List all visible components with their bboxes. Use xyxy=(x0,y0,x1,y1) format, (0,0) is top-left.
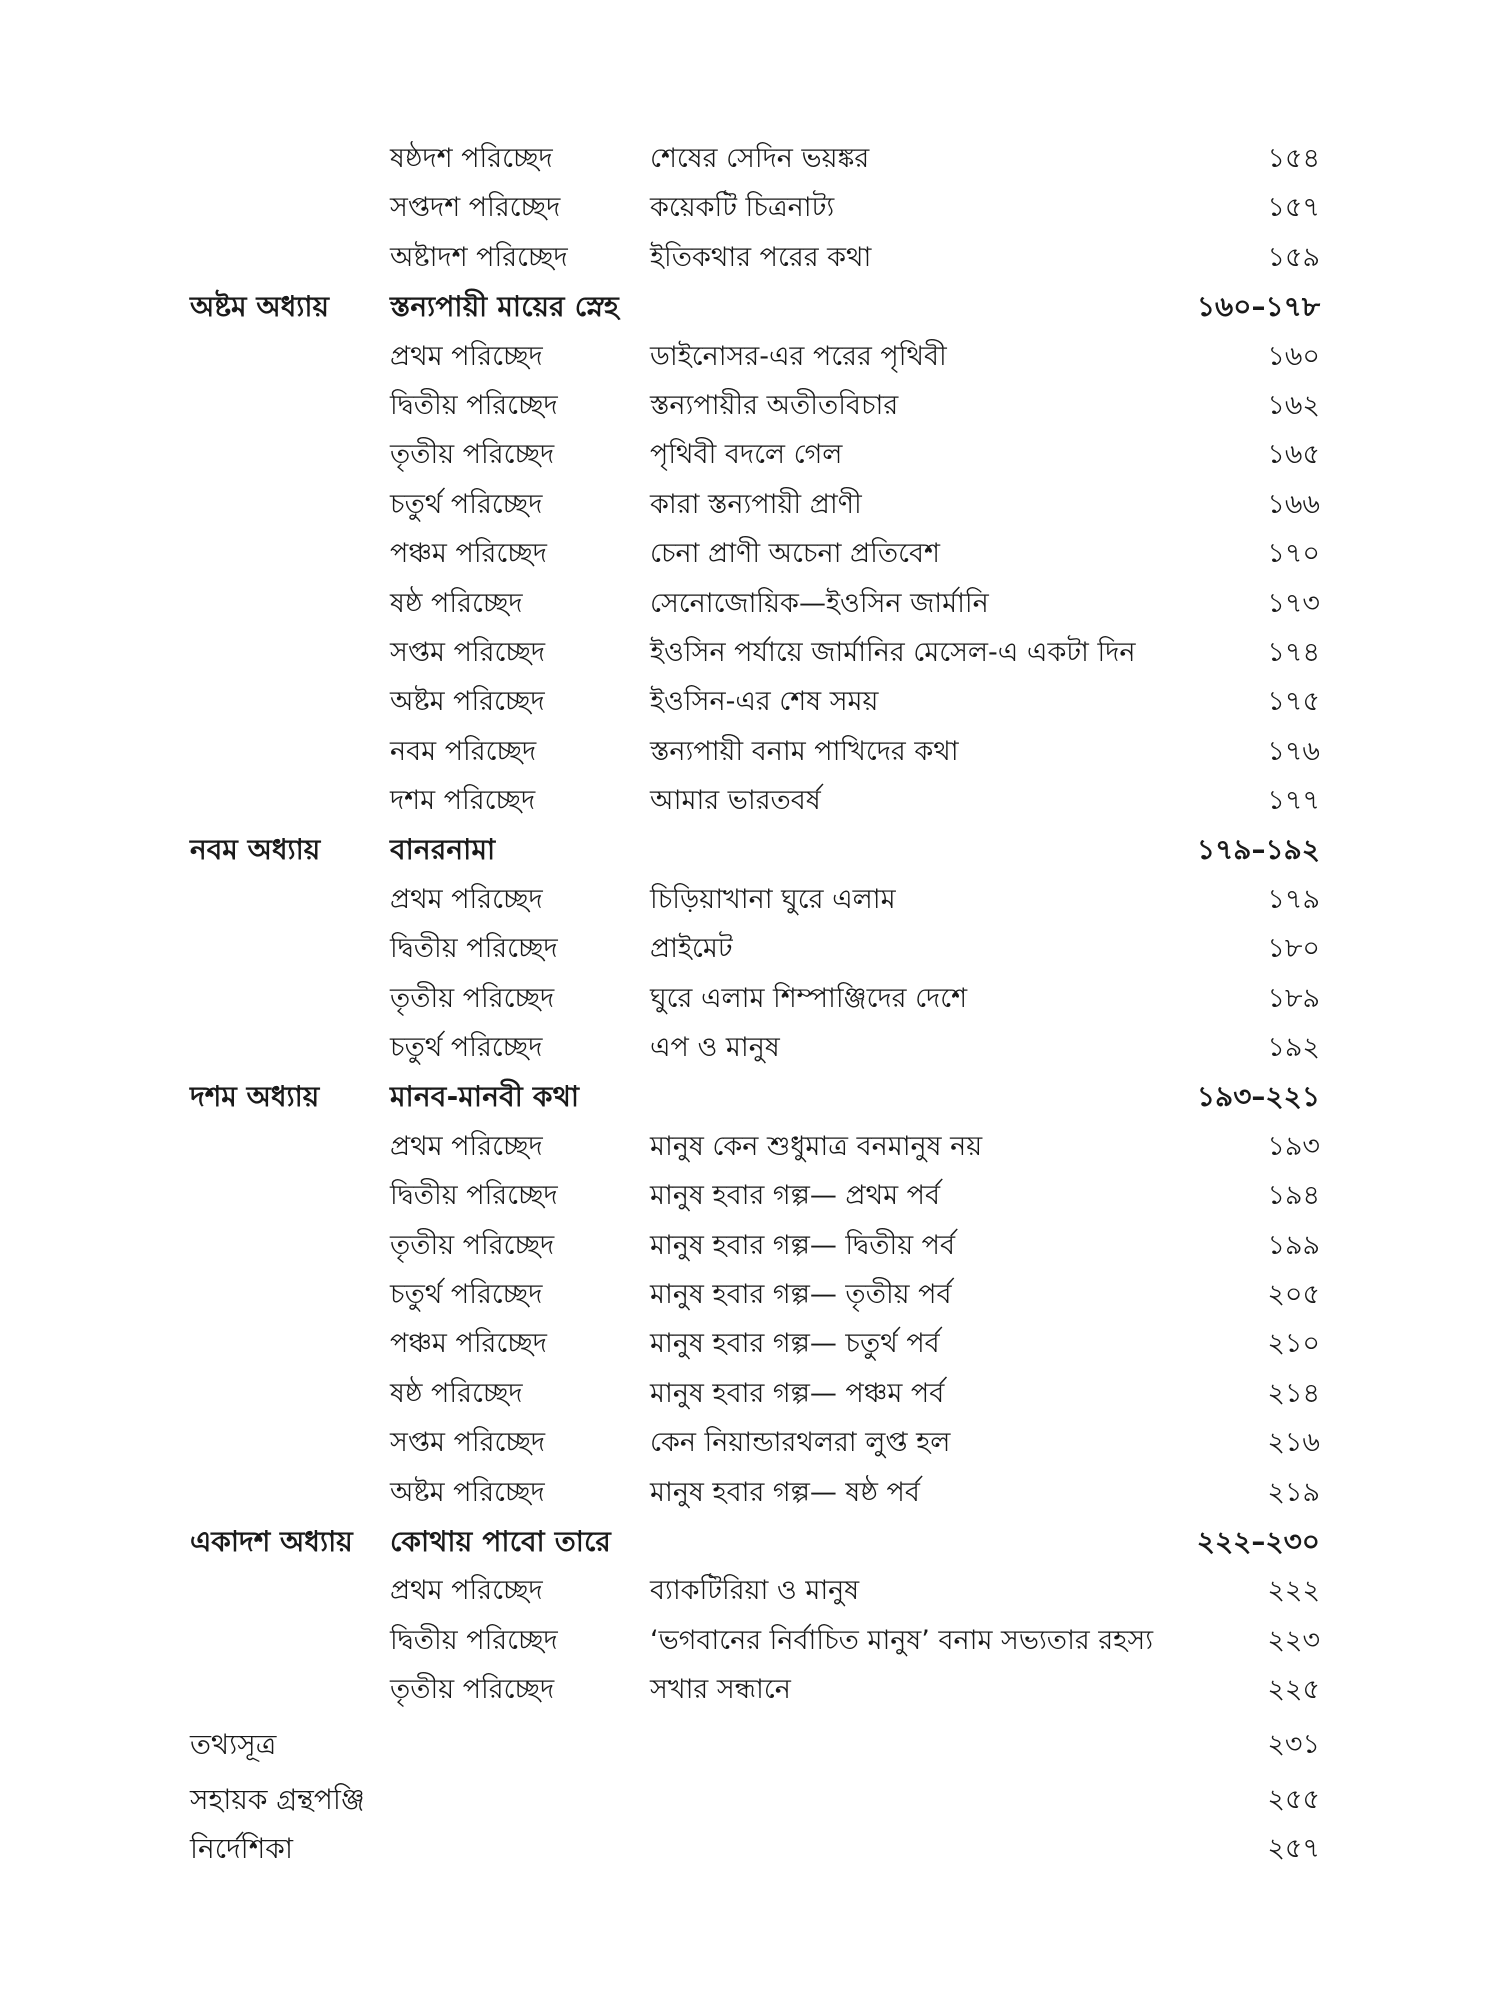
toc-section-row xyxy=(190,776,1320,825)
toc-section-row xyxy=(190,1468,1320,1517)
section-label: ষষ্ঠ পরিচ্ছেদ xyxy=(390,587,523,619)
toc-backmatter-row xyxy=(190,1715,1320,1775)
section-label: পঞ্চম পরিচ্ছেদ xyxy=(390,538,547,570)
page-number: ১৭৯–১৯২ xyxy=(1196,833,1320,867)
section-title: কয়েকটি চিত্রনাট্য xyxy=(650,192,835,224)
toc-section-row xyxy=(190,1566,1320,1615)
page-number: ২২৫ xyxy=(1267,1674,1320,1706)
section-label: অষ্টম পরিচ্ছেদ xyxy=(390,686,545,718)
backmatter-label: সহায়ক গ্রন্থপঞ্জি xyxy=(190,1782,365,1816)
section-label: চতুর্থ পরিচ্ছেদ xyxy=(390,1278,543,1310)
toc-section-row xyxy=(190,1023,1320,1072)
section-title: মানুষ হবার গল্প— তৃতীয় পর্ব xyxy=(650,1278,952,1310)
page-number: ১৬৬ xyxy=(1267,488,1320,520)
section-title: মানুষ হবার গল্প— ষষ্ঠ পর্ব xyxy=(650,1476,920,1508)
page-number: ২২২ xyxy=(1267,1575,1320,1607)
page-number: ১৫৪ xyxy=(1267,143,1320,174)
toc-section-row xyxy=(190,1665,1320,1714)
section-label: সপ্তম পরিচ্ছেদ xyxy=(390,1427,546,1459)
page-number: ১৫৯ xyxy=(1267,241,1320,273)
chapter-label: দশম অধ্যায় xyxy=(190,1080,320,1114)
page-number: ১৬০–১৭৮ xyxy=(1196,290,1320,324)
toc-section-row xyxy=(190,628,1320,677)
page-number: ২৩১ xyxy=(1267,1728,1320,1760)
section-title: সখার সন্ধানে xyxy=(650,1674,791,1706)
toc-section-row xyxy=(190,579,1320,628)
toc-section-row xyxy=(190,1270,1320,1319)
toc-section-row xyxy=(190,875,1320,924)
chapter-title: কোথায় পাবো তারে xyxy=(390,1524,611,1558)
section-title: ইওসিন-এর শেষ সময় xyxy=(650,686,879,718)
toc-chapter-row xyxy=(190,825,1320,874)
section-title: আমার ভারতবর্ষ xyxy=(650,785,821,817)
section-label: প্রথম পরিচ্ছেদ xyxy=(390,1130,543,1162)
page-number: ১৬৫ xyxy=(1267,439,1320,471)
page-number: ২১৬ xyxy=(1267,1427,1320,1459)
toc-section-row xyxy=(190,529,1320,578)
page-number: ২৫৭ xyxy=(1267,1832,1320,1864)
section-label: সপ্তদশ পরিচ্ছেদ xyxy=(390,192,561,224)
section-title: স্তন্যপায়ীর অতীতবিচার xyxy=(650,389,899,421)
section-label: চতুর্থ পরিচ্ছেদ xyxy=(390,488,543,520)
toc-chapter-row xyxy=(190,1517,1320,1566)
toc-backmatter-row xyxy=(190,1824,1320,1873)
backmatter-label: তথ্যসূত্র xyxy=(190,1727,277,1761)
section-title: কারা স্তন্যপায়ী প্রাণী xyxy=(650,488,862,520)
toc-section-row xyxy=(190,1221,1320,1270)
toc-section-row xyxy=(190,677,1320,726)
section-label: অষ্টাদশ পরিচ্ছেদ xyxy=(390,241,568,273)
page-number: ১৯৩ xyxy=(1267,1130,1320,1162)
section-title: মানুষ হবার গল্প— চতুর্থ পর্ব xyxy=(650,1328,940,1360)
toc-section-row xyxy=(190,233,1320,282)
section-title: মানুষ হবার গল্প— পঞ্চম পর্ব xyxy=(650,1377,945,1409)
backmatter-label: নির্দেশিকা xyxy=(190,1831,293,1865)
section-title: প্রাইমেট xyxy=(650,933,733,965)
section-title: ডাইনোসর-এর পরের পৃথিবী xyxy=(650,340,947,372)
toc-chapter-row xyxy=(190,282,1320,331)
toc-section-row xyxy=(190,381,1320,430)
page-number: ১৬০ xyxy=(1267,340,1320,372)
chapter-title: মানব-মানবী কথা xyxy=(390,1080,580,1114)
page-number: ১৯৩–২২১ xyxy=(1196,1080,1320,1114)
page-number: ১৬২ xyxy=(1267,389,1320,421)
toc-chapter-row xyxy=(190,1072,1320,1121)
section-title: পৃথিবী বদলে গেল xyxy=(650,439,843,471)
chapter-label: একাদশ অধ্যায় xyxy=(190,1524,353,1558)
page-number: ২২৩ xyxy=(1267,1624,1320,1656)
section-label: পঞ্চম পরিচ্ছেদ xyxy=(390,1328,547,1360)
section-title: ইতিকথার পরের কথা xyxy=(650,241,872,273)
section-title: মানুষ হবার গল্প— প্রথম পর্ব xyxy=(650,1180,941,1212)
page-number: ১৮০ xyxy=(1267,933,1320,965)
section-title: চেনা প্রাণী অচেনা প্রতিবেশ xyxy=(650,538,940,570)
page-number: ১৭৭ xyxy=(1267,785,1320,817)
section-title: মানুষ হবার গল্প— দ্বিতীয় পর্ব xyxy=(650,1229,956,1261)
toc-section-row xyxy=(190,1616,1320,1665)
section-label: দ্বিতীয় পরিচ্ছেদ xyxy=(390,389,558,421)
toc-backmatter-row xyxy=(190,1775,1320,1824)
toc-section-row xyxy=(190,430,1320,479)
section-label: প্রথম পরিচ্ছেদ xyxy=(390,340,543,372)
section-label: নবম পরিচ্ছেদ xyxy=(390,735,537,767)
chapter-label: অষ্টম অধ্যায় xyxy=(190,290,330,324)
section-title: এপ ও মানুষ xyxy=(650,1032,780,1064)
toc-section-row xyxy=(190,1418,1320,1467)
section-title: চিড়িয়াখানা ঘুরে এলাম xyxy=(650,883,896,915)
section-title: ইওসিন পর্যায়ে জার্মানির মেসেল-এ একটা দিন xyxy=(650,636,1136,668)
section-label: ষষ্ঠদশ পরিচ্ছেদ xyxy=(390,143,553,174)
section-title: স্তন্যপায়ী বনাম পাখিদের কথা xyxy=(650,735,959,767)
section-title: ‘ভগবানের নির্বাচিত মানুষ’ বনাম সভ্যতার রহস্য xyxy=(650,1624,1154,1656)
chapter-title: বানরনামা xyxy=(390,833,496,867)
page-number: ১৮৯ xyxy=(1267,982,1320,1014)
section-label: তৃতীয় পরিচ্ছেদ xyxy=(390,439,555,471)
page-number: ১৯২ xyxy=(1267,1032,1320,1064)
page-number: ২২২–২৩০ xyxy=(1196,1524,1320,1558)
toc-section-row xyxy=(190,134,1320,183)
page-number: ১৭০ xyxy=(1267,538,1320,570)
page-number: ১৯৪ xyxy=(1267,1180,1320,1212)
section-label: প্রথম পরিচ্ছেদ xyxy=(390,1575,543,1607)
section-label: ষষ্ঠ পরিচ্ছেদ xyxy=(390,1377,523,1409)
page-number: ১৭৩ xyxy=(1267,587,1320,619)
section-label: চতুর্থ পরিচ্ছেদ xyxy=(390,1032,543,1064)
toc-section-row xyxy=(190,480,1320,529)
table-of-contents xyxy=(190,134,1320,1873)
page-number: ২১৯ xyxy=(1267,1476,1320,1508)
page-number: ১৭৬ xyxy=(1267,735,1320,767)
chapter-label: নবম অধ্যায় xyxy=(190,833,321,867)
page-number: ১৫৭ xyxy=(1267,192,1320,224)
section-label: তৃতীয় পরিচ্ছেদ xyxy=(390,1674,555,1706)
toc-section-row xyxy=(190,727,1320,776)
page-number: ১৭৪ xyxy=(1267,636,1320,668)
section-title: শেষের সেদিন ভয়ঙ্কর xyxy=(650,143,870,174)
toc-section-row xyxy=(190,924,1320,973)
section-title: ব্যাকটিরিয়া ও মানুষ xyxy=(650,1575,860,1607)
toc-section-row xyxy=(190,974,1320,1023)
page-number: ১৭৯ xyxy=(1267,883,1320,915)
chapter-title: স্তন্যপায়ী মায়ের স্নেহ xyxy=(390,290,619,324)
page-number: ২১৪ xyxy=(1267,1377,1320,1409)
section-label: দ্বিতীয় পরিচ্ছেদ xyxy=(390,933,558,965)
section-label: তৃতীয় পরিচ্ছেদ xyxy=(390,982,555,1014)
page-number: ১৭৫ xyxy=(1267,686,1320,718)
toc-section-row xyxy=(190,332,1320,381)
page-number: ২০৫ xyxy=(1267,1278,1320,1310)
section-title: সেনোজোয়িক—ইওসিন জার্মানি xyxy=(650,587,989,619)
toc-section-row xyxy=(190,1122,1320,1171)
section-label: তৃতীয় পরিচ্ছেদ xyxy=(390,1229,555,1261)
toc-section-row xyxy=(190,183,1320,232)
section-label: প্রথম পরিচ্ছেদ xyxy=(390,883,543,915)
toc-section-row xyxy=(190,1369,1320,1418)
section-title: ঘুরে এলাম শিম্পাঞ্জিদের দেশে xyxy=(650,982,968,1014)
section-label: দশম পরিচ্ছেদ xyxy=(390,785,536,817)
section-label: দ্বিতীয় পরিচ্ছেদ xyxy=(390,1180,558,1212)
section-label: অষ্টম পরিচ্ছেদ xyxy=(390,1476,545,1508)
page-number: ২৫৫ xyxy=(1267,1783,1320,1815)
section-title: মানুষ কেন শুধুমাত্র বনমানুষ নয় xyxy=(650,1130,983,1162)
page-number: ২১০ xyxy=(1267,1328,1320,1360)
section-label: সপ্তম পরিচ্ছেদ xyxy=(390,636,546,668)
page-number: ১৯৯ xyxy=(1267,1229,1320,1261)
toc-section-row xyxy=(190,1171,1320,1220)
toc-section-row xyxy=(190,1319,1320,1368)
section-label: দ্বিতীয় পরিচ্ছেদ xyxy=(390,1624,558,1656)
section-title: কেন নিয়ান্ডারথলরা লুপ্ত হল xyxy=(650,1427,951,1459)
